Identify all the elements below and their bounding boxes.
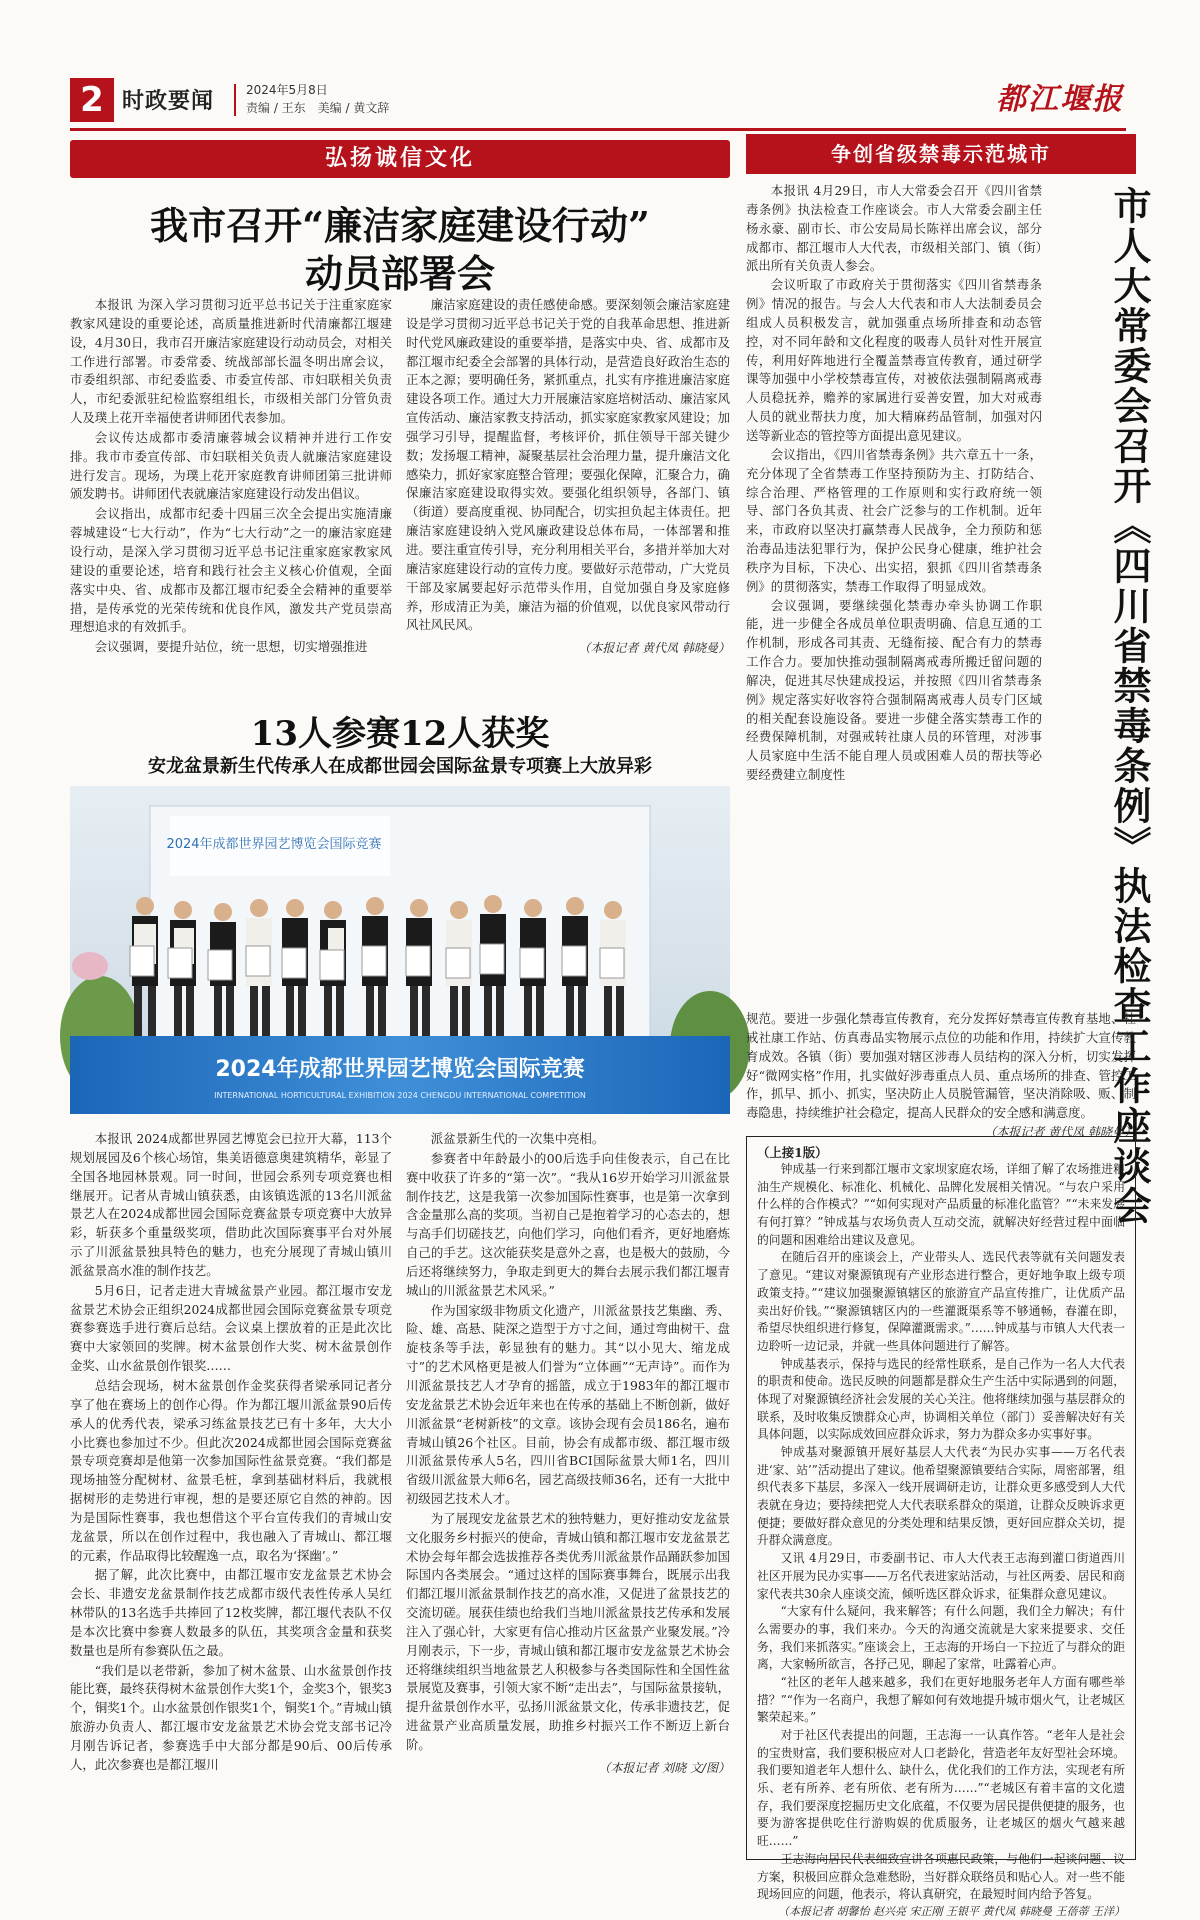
award-headline: 13人参赛12人获奖 [250,714,550,754]
header-divider [234,84,236,116]
page-number: 2 [70,78,114,122]
drug-control-story [746,134,1136,174]
continued-story-box [746,1136,1136,1918]
paragraph: 在随后召开的座谈会上，产业带头人、选民代表等就有关问题发表了意见。“建议对聚源镇现有产业形态进行整合，更好地争取上级专项政策支持。”“建议加强聚源镇辖区的旅游宣产品宣传推广，让优质产品卖出好价钱。”“聚源镇辖区内的一些灌溉渠系等不够通畅，春灌在即，希望尽快组织进行修复，保障灌溉需求。”……钟成基与市镇人大代表一边聆听一边记录，并就一些具体问题进行了解答。 [757,1250,1125,1353]
award-photo [70,786,730,1114]
lead-headline [70,202,730,297]
lead-story-col2 [406,296,730,657]
paragraph: 会议强调，要提升站位，统一思想，切实增强推进 [94,639,368,655]
stage-banner-text: 2024年成都世界园艺博览会国际竞赛 [215,1057,585,1082]
lead-story-col1 [70,296,392,658]
paragraph: 廉洁家庭建设的责任感使命感。要深刻领会廉洁家庭建设是学习贯彻习近平总书记关于党的自我革命思想、推进新时代党风廉政建设的重要举措，是落实中央、省、成都市及都江堰市纪委全会部署的具体行动，是营造良好政治生态的正本之源；要明确任务，紧抓重点，扎实有序推进廉洁家庭建设各项工作。通过大力开展廉洁家庭培树活动、廉洁家风宣传活动、廉洁家教支持活动，抓实家庭家教家风建设；加强学习引导，提醒监督，考核评价，抓住领导干部关键少数；发扬堰工精神，凝聚基层社会治理力量，提升廉洁文化感染力，抓好家家庭整合管理；要强化保障，汇聚合力，确保廉洁家庭建设取得实效。要强化组织领导，各部门、镇（街道）要高度重视、协同配合，切实担负起主体责任。把廉洁家庭建设纳入党风廉政建设总体布局，一体部署和推进。要注重宣传引导，充分利用相关平台，多措并举加大对廉洁家庭建设行动的宣传力度。要做好示范带动，广大党员干部及家属要起好示范带头作用，自觉加强自身及家庭修养，形成清正为美，廉洁为福的价值观，以优良家风带动行风社风民风。 [406,297,730,633]
paragraph: 据了解，此次比赛中，由都江堰市安龙盆景艺术协会会长、非遗安龙盆景制作技艺成都市级代表性传承人吴红林带队的13名选手共捧回了12枚奖牌，都江堰代表队不仅是本次比赛中参赛人数最多的队伍，其奖项含金量和获奖数量也是所有参赛队伍之最。 [70,1567,392,1658]
lead-headline-line2: 动员部署会 [304,250,495,296]
paragraph: 会议指出，成都市纪委十四届三次全会提出实施清廉蓉城建设“七大行动”，作为“七大行动”之一的廉洁家庭建设行动，是深入学习贯彻习近平总书记注重家庭家教家风建设的重要论述，培育和践行社会主义核心价值观，全面落实中央、省、成都市及都江堰市纪委全会精神的重要举措，是传承党的光荣传统和优良作风，激发共产党员崇高理想追求的有效抓手。 [70,506,392,635]
issue-date: 2024年5月8日 [246,83,328,97]
drug-control-text-wide [746,1010,1136,1141]
paragraph: 钟成基一行来到都江堰市文家坝家庭农场，详细了解了农场推进粮油生产规模化、标准化、机械化、品牌化发展相关情况。“与农户采用什么样的合作模式？”“如何实现对产品质量的标准化监管？”“未来发展有何打算？”钟成基与农场负责人互动交流，就解决好经营过程中面临的问题和困难给出建议及意见。 [757,1162,1125,1247]
header-rule [70,128,1126,131]
editors: 责编 / 王东 美编 / 黄文辞 [246,101,390,115]
paragraph: 钟成基表示，保持与选民的经常性联系，是自己作为一名人大代表的职责和使命。选民反映的问题都是群众生产生活中实际遇到的问题，体现了对聚源镇经济社会发展的关心关注。他将继续加强与基层群众的联系，及时收集反馈群众心声，协调相关单位（部门）妥善解决好有关具体问题，以实际成效回应群众诉求，努力为群众多办实事好事。 [757,1356,1125,1442]
photo-board-text: 2024年成都世界园艺博览会国际竞赛 [166,837,382,852]
award-photo-illustration [70,786,730,1114]
paragraph: “社区的老年人越来越多，我们在更好地服务老年人方面有哪些举措？”“作为一名商户，我想了解如何有效地提升城市烟火气，让老城区繁荣起来。” [757,1674,1125,1725]
newspaper-logo: 都江堰报 [996,82,1124,117]
lead-story [70,140,730,297]
paragraph: 参赛者中年龄最小的00后选手向佳俊表示，自己在比赛中收获了许多的“第一次”。“我从16岁开始学习川派盆景制作技艺，这是我第一次参加国际性赛事，也是第一次拿到含金量那么高的奖项。当初自己是抱着学习的心态去的，想与高手们切磋技艺，向他们学习，向他们看齐，更好地磨炼自己的手艺。这次能获奖是意外之喜，也是极大的鼓励，今后还将继续努力，争取走到更大的舞台去展示我们都江堰青城山的川派盆景艺术风采。” [406,1150,730,1298]
page-header [14,0,1186,130]
section-banner: 争创省级禁毒示范城市 [746,134,1136,174]
paragraph: 作为国家级非物质文化遗产，川派盆景技艺集幽、秀、险、雄、高悬、陡深之造型于方寸之间，通过弯曲树干、盘旋枝条等手法，彰显独有的魅力。其“以小见大、缩龙成寸”的艺术风格更是被人们誉为“立体画”“无声诗”。而作为川派盆景技艺人才孕育的摇篮，成立于1983年的都江堰市安龙盆景艺术协会近年来也在传承的基础上不断创新，做好川派盆景“老树新枝”的文章。该协会现有会员186名，遍布青城山镇26个社区。目前，协会有成都市级、都江堰市级川派盆景传承人5名，四川省BCI国际盆景大师1名，四川省级川派盆景大师6名，园艺高级技师36名，还有一大批中初级园艺技术人才。 [406,1302,730,1507]
section-banner: 弘扬诚信文化 [70,140,730,178]
paragraph: 为了展现安龙盆景艺术的独特魅力，更好推动安龙盆景文化服务乡村振兴的使命，青城山镇和都江堰市安龙盆景艺术协会每年都会选拔推荐各类优秀川派盆景作品踊跃参加国际国内各类展会。“通过这样的国际赛事舞台，既展示出我们都江堰川派盆景制作技艺的高水准，又促进了盆景技艺的交流切磋。展获佳绩也给我们当地川派盆景技艺传承和发展注入了强心针，大家更有信心推动片区盆景产业聚发展。”冷月刚表示，下一步，青城山镇和都江堰市安龙盆景艺术协会还将继续组织当地盆景艺人积极参与各类国际性和全国性盆景展览及赛事，引领大家不断“走出去”，与国际盆景接轨，提升盆景创作水平，弘扬川派盆景文化，传承非遗技艺，促进盆景产业高质量发展，助推乡村振兴工作不断迈上新台阶。 [406,1510,730,1752]
byline: （本报记者 黄代凤 韩晓曼） [578,641,730,656]
paragraph: 对于社区代表提出的问题，王志海一一认真作答。“老年人是社会的宝贵财富，我们要积极应对人口老龄化，营造老年友好型社会环境。我们要知道老年人想什么、缺什么，优化我们的工作方法，实现老有所乐、老有所养、老有所依、老有所为……”“老城区有着丰富的文化遗存，我们要深度挖掘历史文化底蕴，不仅要为居民提供便捷的服务，也要为游客提供吃住行游购娱的优质服务，让老城区的烟火气越来越旺……” [757,1728,1125,1849]
paragraph: 会议听取了市政府关于贯彻落实《四川省禁毒条例》情况的报告。与会人大代表和市人大法制委员会组成人员积极发言，就加强重点场所排查和动态管控，对不同年龄和文化程度的吸毒人员针对性开展宣传，利用好阵地进行全覆盖禁毒宣传教育，通过研学课等加强中小学校禁毒宣传，对被依法强制隔离戒毒人员稳抚养，赡养的家属进行妥善安置，加大对戒毒人员的就业帮扶力度，加大精麻药品管制，加强对闪送等新业态的管控等方面提出意见建议。 [746,277,1042,443]
paragraph: “大家有什么疑问，我来解答；有什么问题，我们全力解决；有什么需要办的事，我们来办。今天的沟通交流就是大家来提要求、交任务，我们来抓落实。”座谈会上，王志海的开场白一下拉近了与群众的距离，大家畅所欲言，各抒己见，聊起了家常，吐露着心声。 [757,1604,1125,1672]
paragraph: 本报讯 为深入学习贯彻习近平总书记关于注重家庭家教家风建设的重要论述，高质量推进新时代清廉都江堰建设，4月30日，我市召开廉洁家庭建设行动动员会，对相关工作进行部署。市委常委、统战部部长温冬明出席会议，市委组织部、市纪委监委、市委宣传部、市妇联相关负责人，市纪委派驻纪检监察组组长，市级相关部门分管负责人及璞上花开幸福使者讲师团代表参加。 [70,297,392,426]
award-subheadline: 安龙盆景新生代传承人在成都世园会国际盆景专项赛上大放异彩 [148,756,652,777]
award-story-col1 [70,1130,392,1776]
stage-banner-subtext: INTERNATIONAL HORTICULTURAL EXHIBITION 2024 CHENGDU INTERNATIONAL COMPETITION [214,1091,586,1100]
paragraph: 5月6日，记者走进大青城盆景产业园。都江堰市安龙盆景艺术协会正组织2024成都世园会国际竞赛盆景专项竞赛参赛选手进行赛后总结。会议桌上摆放着的正是此次比赛中大家领回的奖牌。树木盆景创作大奖、树木盆景创作金奖、山水盆景创作银奖…… [70,1282,392,1374]
paragraph: “我们是以老带新，参加了树木盆景、山水盆景创作技能比赛，最终获得树木盆景创作大奖1个，金奖3个，银奖3个，铜奖1个。山水盆景创作银奖1个，铜奖1个。”青城山镇旅游办负责人、都江堰市安龙盆景艺术协会党支部书记冷月刚告诉记者，参赛选手中大部分都是90后、00后传承人，此次参赛也是都江堰川 [70,1662,392,1772]
paragraph: 规范。要进一步强化禁毒宣传教育，充分发挥好禁毒宣传教育基地、社戒社康工作站、仿真毒品实物展示点位的功能和作用，持续扩大宣传教育成效。各镇（街）要加强对辖区涉毒人员结构的深入分析，切实发挥好“微网实格”作用，扎实做好涉毒重点人员、重点场所的排查、管控工作，抓早、抓小、抓实，坚决防止人员脱管漏管，坚决消除吸、贩、制毒隐患，持续维护社会稳定，提高人民群众的安全感和满意度。 [746,1011,1136,1121]
column-name: 时政要闻 [122,89,215,114]
continued-story-text [757,1161,1125,1920]
lead-headline-line1: 我市召开“廉洁家庭建设行动” [150,203,650,248]
byline: （本报记者 刘晓 文/图） [598,1760,730,1775]
byline: （本报记者 黄代凤 韩晓曼） [984,1125,1136,1140]
paragraph: 钟成基对聚源镇开展好基层人大代表“为民办实事——万名代表进‘家、站’”活动提出了建议。他希望聚源镇要结合实际，周密部署，组织代表多下基层，多深入一线开展调研走访，让群众更多感受到人大代表就在身边；要持续把党人大代表联系群众的渠道，让群众反映诉求更便捷；要做好群众意见的分类处理和结果反馈，更好回应群众关切，提升群众满意度。 [757,1445,1125,1548]
paragraph: 会议指出，《四川省禁毒条例》共六章五十一条，充分体现了全省禁毒工作坚持预防为主、打防结合、综合治理、严格管理的工作原则和实行政府统一领导、部门各负其责、社会广泛参与的工作机制。近年来，市政府以坚决打赢禁毒人民战争，全力预防和惩治毒品违法犯罪行为，保护公民身心健康，维护社会秩序为目标，下决心、出实招，狠抓《四川省禁毒条例》的贯彻落实，禁毒工作取得了明显成效。 [746,446,1042,594]
paragraph: 又讯 4月29日，市委副书记、市人大代表王志海到灌口街道西川社区开展为民办实事——万名代表进家站活动，与社区两委、居民和商家代表共30余人座谈交流，倾听选区群众诉求，征集群众意见建议。 [757,1551,1125,1601]
award-story-col2 [406,1130,730,1777]
drug-control-headline: 市人大常委会召开《四川省禁毒条例》执法检查工作座谈会 [1107,186,1152,1226]
paragraph: 总结会现场，树木盆景创作金奖获得者梁承同记者分享了他在赛场上的创作心得。作为都江堰川派盆景90后传承人的优秀代表，梁承习练盆景技艺已有十多年，大大小小比赛也参加过不少。但此次2024成都世园会国际竞赛盆景专项竞赛却是他第一次参加国际性盆景竞赛。“我们都是现场抽签分配树材、盆景毛桩，拿到基础材料后，我就根据树形的走势进行审视，想的是要还原它自然的神韵。因为是国际性赛事，我也想借这个平台宣传我们的青城山安龙盆景，所以在创作过程中，我也融入了青城山、都江堰的元素，作品取得比较醒逸一点，取名为‘探幽’。” [70,1377,392,1563]
drug-control-text-narrow [746,182,1042,785]
paragraph: 会议传达成都市委清廉蓉城会议精神并进行工作安排。我市市委宣传部、市妇联相关负责人就廉洁家庭建设进行发言。现场，为璞上花开家庭教育讲师团第三批讲师颁发聘书。讲师团代表就廉洁家庭建设行动发出倡议。 [70,429,392,502]
paragraph: 王志海向居民代表细致宣讲各项惠民政策，与他们一起谈问题、议方案，积极回应群众急难愁盼，当好群众联络员和贴心人。对一些不能现场回应的问题，他表示，将认真研究，在最短时间内给予答复。 [757,1851,1125,1902]
paragraph: 派盆景新生代的一次集中亮相。 [430,1131,605,1146]
paragraph: 本报讯 4月29日，市人大常委会召开《四川省禁毒条例》执法检查工作座谈会。市人大常委会副主任杨永豪、副市长、市公安局局长陈祥出席会议，部分成都市、都江堰市人大代表，市级相关部门、镇（街）派出所有关负责人参会。 [746,183,1042,274]
paragraph: 本报讯 2024成都世界园艺博览会已拉开大幕，113个规划展园及6个核心场馆，集美语德意奥建筑精华，彰显了全国各地园林景观。同一时间，世园会系列专项竞赛也相继展开。记者从青城山镇获悉，由该镇选派的13名川派盆景艺人在2024成都世园会国际竞赛盆景专项竞赛中大放异彩，斩获多个重量级奖项，借助此次国际赛事平台对外展示了川派盆景独具特色的魅力，也充分展现了青城山镇川派盆景高水准的制作技艺。 [70,1131,392,1278]
continued-tag: （上接1版） [757,1145,828,1160]
byline: （本报记者 胡馨怡 赵兴亮 宋正刚 王银平 黄代凤 韩晓曼 王蓓蒂 王洋） [778,1904,1125,1918]
paragraph: 会议强调，要继续强化禁毒办牵头协调工作职能，进一步健全各成员单位职责明确、信息互通的工作机制，形成各司其责、无缝衔接、配合有力的禁毒工作合力。要加快推动强制隔离戒毒所搬迁留问题的解决，促进其尽快建成投运，并按照《四川省禁毒条例》规定落实好收容符合强制隔离戒毒人员专门区域的相关配套设施设备。要进一步健全落实禁毒工作的经费保障机制，对强戒转社康人员的环管理，对涉事人员家庭中生活不能自理人员或困难人员的帮扶等必要经费建立制度性 [746,597,1042,783]
